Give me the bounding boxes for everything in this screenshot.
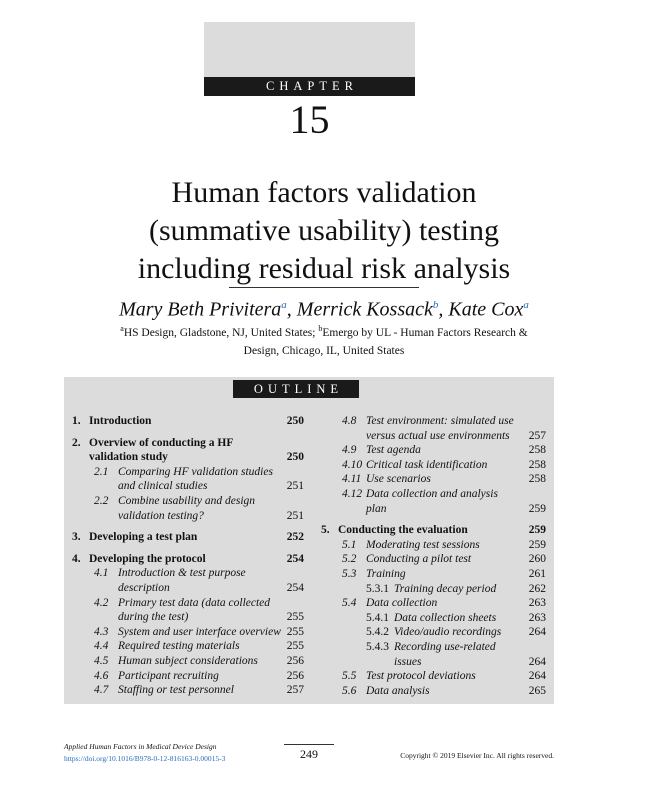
toc-entry-title: Training decay period [394, 582, 497, 595]
toc-entry-number: 3. [72, 531, 81, 544]
toc-entry-number: 5.4.3 [366, 641, 389, 653]
toc-page-number: 252 [286, 531, 304, 544]
toc-entry-text[interactable] [342, 669, 476, 683]
toc-entry-number: 4. [72, 552, 81, 565]
toc-page-number: 264 [528, 626, 546, 639]
toc-entry-title: Conducting a pilot test [366, 553, 472, 566]
toc-page-number: 250 [286, 415, 304, 427]
toc-entry-title: Test protocol deviations [366, 670, 476, 683]
toc-page-number: 254 [286, 582, 304, 594]
toc-entry-number: 4.8 [342, 415, 357, 427]
toc-entry-text[interactable] [342, 472, 431, 486]
toc-entry-number: 4.4 [94, 640, 109, 653]
toc-entry-text[interactable] [72, 530, 197, 544]
toc-entry-text[interactable] [342, 596, 437, 610]
toc-entry-text[interactable] [342, 567, 406, 581]
toc-page-number: 257 [528, 429, 546, 442]
affiliation-text: Emergo by UL - Human Factors Research & [322, 326, 528, 339]
footer-citation [64, 741, 225, 765]
toc-entry-title: Conducting the evaluation [338, 524, 468, 537]
toc-entry-text[interactable]: and clinical studies [118, 480, 208, 493]
toc-entry-text[interactable]: versus actual use environments [366, 429, 510, 442]
toc-entry-text[interactable] [342, 684, 430, 698]
toc-entry-text[interactable]: description [118, 582, 170, 594]
toc-entry-title: Data analysis [366, 684, 430, 697]
toc-entry-text[interactable] [366, 625, 501, 639]
toc-page-number: 259 [528, 502, 546, 515]
toc-entry-title: Test agenda [366, 444, 421, 457]
toc-entry-number: 5.5 [342, 670, 357, 683]
toc-entry-number: 4.1 [94, 567, 109, 580]
page-number: 249 [300, 747, 318, 761]
toc-page-number: 259 [528, 538, 546, 551]
toc-entry-text[interactable]: validation testing? [118, 509, 204, 522]
toc-page-number: 264 [528, 670, 546, 683]
toc-page-number: 265 [528, 684, 546, 697]
toc-entry-number: 4.12 [342, 488, 363, 500]
toc-entry-number: 5.3.1 [366, 582, 389, 595]
copyright: Copyright © 2019 Elsevier Inc. All rights reserved. [400, 751, 554, 760]
toc-entry-title: Developing a test plan [89, 531, 198, 544]
toc-entry-title: Human subject considerations [118, 655, 258, 667]
toc-entry-number: 4.3 [94, 625, 109, 638]
toc-entry-number: 5.4 [342, 597, 357, 610]
toc-entry-title: Data collection sheets [394, 611, 497, 624]
toc-entry-text[interactable] [72, 436, 233, 450]
toc-entry-number: 4.2 [94, 596, 109, 609]
toc-entry-text[interactable] [94, 625, 281, 639]
author-separator: , [286, 298, 297, 321]
toc-entry-text[interactable] [72, 552, 206, 566]
affiliation-line: Design, Chicago, IL, United States [243, 344, 405, 357]
toc-page-number: 264 [528, 655, 546, 668]
toc-entry-number: 4.10 [342, 458, 363, 471]
title-line: (summative usability) testing [149, 214, 499, 247]
toc-entry-number: 2.1 [94, 465, 109, 478]
title-rule [229, 287, 419, 288]
toc-page-number: 255 [286, 640, 304, 653]
toc-entry-number: 2.2 [94, 495, 109, 507]
toc-entry-title: Introduction [89, 415, 152, 427]
toc-entry-text[interactable] [72, 414, 151, 428]
toc-page-number: 258 [528, 458, 546, 471]
toc-entry-title: Use scenarios [366, 473, 431, 486]
toc-entry-number: 2. [72, 436, 81, 449]
toc-entry-text[interactable] [342, 414, 514, 428]
book-title: Applied Human Factors in Medical Device Design [64, 742, 217, 751]
toc-entry-title: Introduction & test purpose [118, 567, 246, 580]
toc-entry-number: 1. [72, 415, 81, 427]
doi-link[interactable]: https://doi.org/10.1016/B978-0-12-816163-0.00015-3 [64, 754, 226, 763]
toc-entry-text[interactable] [94, 669, 219, 683]
toc-entry-text[interactable] [94, 683, 234, 697]
toc-entry-text[interactable] [342, 458, 487, 472]
toc-entry-text[interactable]: validation study [89, 451, 168, 464]
author-affiliation-mark[interactable]: a [523, 299, 529, 311]
toc-page-number: 263 [528, 597, 546, 610]
author-list [40, 291, 608, 324]
toc-page-number: 260 [528, 553, 546, 566]
toc-entry-text[interactable] [94, 465, 273, 479]
toc-entry-number: 4.5 [94, 655, 109, 667]
toc-entry-number: 5.1 [342, 538, 357, 551]
toc-entry-number: 4.11 [342, 473, 362, 486]
toc-entry-text[interactable]: issues [394, 655, 422, 668]
toc-entry-text[interactable]: plan [366, 502, 387, 515]
toc-entry-title: Critical task identification [366, 458, 488, 471]
toc-page-number: 256 [286, 669, 304, 682]
toc-entry-number: 5.4.1 [366, 611, 389, 624]
toc-entry-number: 4.9 [342, 444, 357, 457]
toc-entry-title: Moderating test sessions [366, 538, 480, 551]
toc-entry-number: 4.7 [94, 684, 109, 697]
toc-page-number: 250 [286, 451, 304, 464]
toc-entry-title: Staffing or test personnel [118, 684, 234, 697]
author-name: Mary Beth Privitera [119, 298, 282, 321]
toc-entry-title: Overview of conducting a HF [89, 436, 234, 449]
toc-entry-number: 5.2 [342, 553, 357, 566]
affiliation-mark: a [120, 324, 124, 333]
toc-entry-title: System and user interface overview [118, 625, 281, 638]
toc-entry-title: Recording use-related [394, 641, 496, 653]
toc-entry-text[interactable] [94, 566, 246, 580]
toc-page-number: 255 [286, 611, 304, 624]
affiliation-text: HS Design, Gladstone, NJ, United States; [123, 326, 319, 339]
toc-entry-text[interactable] [94, 494, 255, 508]
toc-entry-title: Comparing HF validation studies [118, 465, 273, 478]
chapter-label: CHAPTER [204, 77, 415, 96]
toc-entry-text[interactable] [366, 640, 496, 654]
toc-entry-number: 5.3 [342, 568, 357, 580]
toc-page-number: 263 [528, 611, 546, 624]
toc-entry-text[interactable] [366, 611, 496, 625]
toc-entry-title: Participant recruiting [118, 669, 219, 682]
toc-page-number: 258 [528, 444, 546, 457]
author-affiliation-mark[interactable]: b [432, 299, 439, 311]
toc-entry-text[interactable] [342, 538, 480, 552]
toc-entry-text[interactable] [94, 654, 258, 668]
toc-entry-text[interactable] [342, 443, 421, 457]
toc-entry-title: Combine usability and design [118, 495, 256, 507]
toc-page-number: 256 [286, 655, 304, 667]
affiliation-line [70, 320, 578, 342]
outline-label: OUTLINE [233, 380, 359, 398]
toc-entry-title: Primary test data (data collected [118, 596, 271, 609]
author-affiliation-mark[interactable]: a [281, 299, 287, 311]
toc-entry-text[interactable]: during the test) [118, 611, 189, 624]
toc-entry-number: 5.4.2 [366, 626, 389, 639]
title-line: Human factors validation [171, 176, 477, 209]
toc-entry-title: Developing the protocol [89, 552, 206, 565]
toc-entry-text[interactable] [94, 639, 240, 653]
chapter-header-box [204, 22, 415, 77]
author-name: Kate Cox [448, 298, 524, 321]
toc-page-number: 261 [528, 568, 546, 580]
toc-page-number: 262 [528, 582, 546, 595]
footer-rule [284, 744, 334, 745]
toc-page-number: 251 [286, 509, 304, 522]
toc-page-number: 258 [528, 473, 546, 486]
author-name: Merrick Kossack [296, 298, 433, 321]
toc-entry-title: Training [366, 568, 406, 580]
affiliations [70, 320, 578, 360]
toc-entry-text[interactable] [342, 552, 471, 566]
chapter-title [60, 174, 588, 288]
author-separator: , [438, 298, 449, 321]
toc-page-number: 251 [286, 480, 304, 493]
chapter-number: 15 [289, 97, 330, 142]
toc-entry-text[interactable] [321, 523, 468, 537]
toc-entry-number: 4.6 [94, 669, 109, 682]
toc-entry-title: Video/audio recordings [394, 626, 502, 639]
toc-page-number: 259 [528, 524, 546, 537]
title-line: including residual risk analysis [137, 252, 511, 285]
toc-entry-number: 5.6 [342, 684, 357, 697]
toc-entry-title: Data collection and analysis [366, 488, 498, 500]
toc-entry-title: Required testing materials [118, 640, 240, 653]
toc-entry-text[interactable] [366, 582, 496, 596]
toc-entry-text[interactable] [94, 596, 270, 610]
affiliation-mark: b [318, 324, 323, 333]
toc-entry-title: Data collection [366, 597, 438, 610]
toc-page-number: 254 [286, 552, 304, 565]
toc-page-number: 257 [286, 684, 304, 697]
toc-page-number: 255 [286, 625, 304, 638]
toc-entry-number: 5. [321, 524, 330, 537]
toc-entry-title: Test environment: simulated use [366, 415, 514, 427]
toc-entry-text[interactable] [342, 487, 498, 501]
